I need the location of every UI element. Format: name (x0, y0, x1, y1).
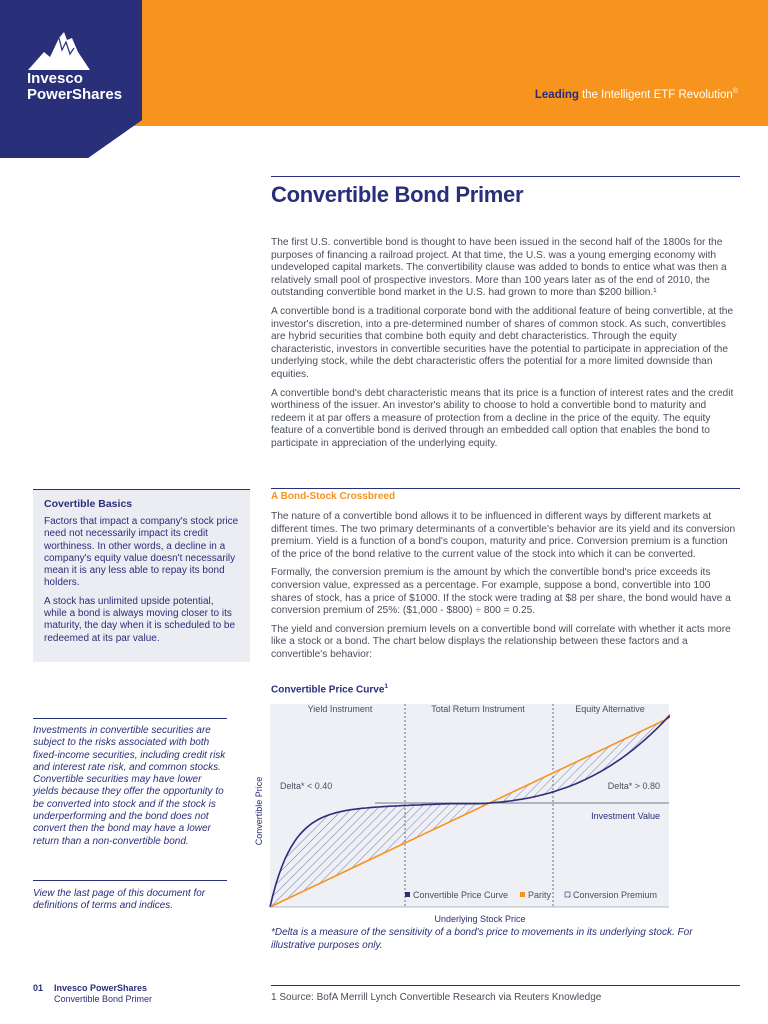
source-note: 1 Source: BofA Merrill Lynch Convertible Research via Reuters Knowledge (271, 992, 602, 1003)
tagline-lead: Leading (534, 88, 579, 101)
intro-text (271, 237, 736, 457)
chart-legend (405, 890, 657, 900)
region-label-total-return: Total Return Instrument (431, 704, 525, 714)
delta-footnote: *Delta is a measure of the sensitivity of a bond's price to movements in its underlying stock. For illustrative purposes only. (271, 927, 693, 951)
legend-label-curve: Convertible Price Curve (413, 890, 509, 900)
page-title: Convertible Bond Primer (271, 182, 524, 207)
definitions-note: View the last page of this document for definitions of terms and indices. (33, 888, 206, 912)
chart-title (271, 683, 388, 695)
section-paragraph-3: The yield and conversion premium levels on a convertible bond will correlate with whether it acts more like a stock or a bond. The chart below displays the relationship between these factors and a convertible's behavior: (271, 623, 731, 660)
section-paragraph-1: The nature of a convertible bond allows it to be influenced in different ways by different markets at different times. The two primary determinants of a convertible's behavior are its yield and its conversion premium. Yield is a function of a bond's coupon, maturity and price. Conversion premium is a function of the price of the bond relative to the current value of the stock into which it can be converted. (271, 511, 736, 560)
annotation-investment-value: Investment Value (591, 811, 660, 821)
logo-text-powershares: PowerShares (27, 86, 123, 103)
chart-title-text: Convertible Price Curve (271, 684, 385, 696)
title-rule (271, 176, 740, 177)
basics-box (33, 489, 250, 662)
legend-swatch-premium (565, 892, 570, 897)
risk-disclosure: Investments in convertible securities are subject to the risks associated with both fixed-income securities, including credit risk and interest rate risk, and common stocks. Convertible securities may have lower yields because they offer the opportunity to be converted into stock and if the stock is underperforming and the bond does not convert then the bond may have a lower return than a non-convertible bond. (33, 725, 226, 847)
legend-swatch-curve (405, 892, 410, 897)
risk-rule-top (33, 718, 227, 719)
mountain-logo-icon (26, 30, 92, 72)
x-axis-label: Underlying Stock Price (434, 914, 526, 924)
region-label-yield: Yield Instrument (307, 704, 373, 714)
tagline-mark: ® (732, 88, 738, 95)
source-rule (271, 985, 740, 986)
basics-paragraph-1: Factors that impact a company's stock price need not necessarily impact its credit worthiness. In other words, a decline in a company's equity value doesn't necessarily mean it is any less able to repay its bond holders. (44, 516, 239, 589)
tagline-rest: the Intelligent ETF Revolution (581, 88, 733, 101)
legend-swatch-parity (520, 892, 525, 897)
y-axis-label: Convertible Price (254, 776, 264, 846)
basics-title: Covertible Basics (44, 498, 133, 510)
footer-brand: Invesco PowerShares (54, 983, 148, 993)
risk-rule-bottom (33, 880, 227, 881)
section-heading: A Bond-Stock Crossbreed (271, 491, 396, 502)
basics-paragraph-2: A stock has unlimited upside potential, while a bond is always moving closer to its maturity, the day when it is scheduled to be redeemed at its par value. (44, 595, 236, 644)
annotation-delta-high: Delta* > 0.80 (607, 781, 660, 791)
region-label-equity: Equity Alternative (575, 704, 645, 714)
footer-doc-name: Convertible Bond Primer (54, 994, 153, 1004)
section-paragraph-2: Formally, the conversion premium is the amount by which the convertible bond's price exceeds its conversion value, expressed as a percentage. For example, suppose a bond, convertible into 100 shares of stock, has a price of $1000. If the stock were trading at $8 per share, the bond would have a conversion premium of 25%: ($1,000 - $800) ÷ 800 = 0.25. (271, 567, 731, 617)
convertible-price-chart (250, 698, 670, 926)
section-text (271, 511, 736, 668)
chart-title-sup: 1 (384, 683, 388, 690)
legend-label-parity: Parity (528, 890, 552, 900)
intro-paragraph-3: A convertible bond's debt characteristic means that its price is a function of interest rates and the credit worthiness of the issuer. An investor's ability to choose to hold a convertible bond to maturity and redeem it at par offers a measure of protection from a decline in the price of the equity. The equity feature of a convertible bond is derived through an embedded call option that enables the bond to participate in appreciation of the underlying equity. (271, 387, 734, 449)
annotation-delta-low: Delta* < 0.40 (280, 781, 333, 791)
intro-paragraph-1: The first U.S. convertible bond is thought to have been issued in the second half of the 1800s for the purposes of financing a railroad project. At that time, the U.S. was a young emerging economy with undeveloped capital markets. The convertibility clause was added to bonds to entice what was then a relatively small pool of prospective investors. More than 100 years later as of the end of 2010, the outstanding convertible bond market in the U.S. had grown to more than $200 billion.¹ (271, 237, 727, 299)
section-rule (271, 488, 740, 489)
intro-paragraph-2: A convertible bond is a traditional corporate bond with the additional feature of being convertible, at the investor's discretion, into a pre-determined number of shares of common stock. As such, convertibles are hybrid securities that combine both equity and debt characteristics. Through the equity characteristic, investors in convertible securities have the potential to participate in appreciation of the underlying stock, while the debt characteristic offers the potential for a more limited downside than equities. (271, 305, 734, 380)
tagline (535, 88, 738, 101)
page-number: 01 (33, 983, 44, 993)
legend-label-premium: Conversion Premium (573, 890, 658, 900)
logo-text-invesco: Invesco (27, 70, 83, 87)
